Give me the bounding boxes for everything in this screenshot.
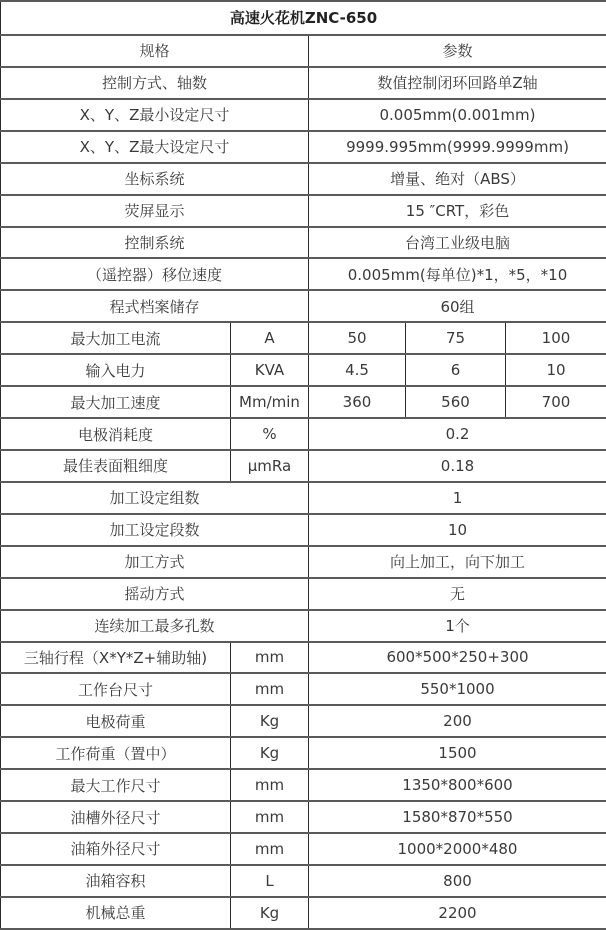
- row-label-cell: 摇动方式: [1, 578, 309, 610]
- row-unit-cell: mm: [231, 642, 309, 674]
- row-value-cell: 100: [506, 322, 606, 354]
- row-label-cell: 最佳表面粗细度: [1, 450, 231, 482]
- table-row: [1, 610, 606, 642]
- row-label-cell: 三轴行程（X*Y*Z+辅助轴): [1, 642, 231, 674]
- row-label-cell: 加工设定段数: [1, 514, 309, 546]
- row-label-cell: 控制系统: [1, 227, 309, 259]
- row-label-cell: 工作荷重（置中）: [1, 737, 231, 769]
- row-value-cell: 560: [406, 386, 506, 418]
- row-unit-cell: L: [231, 865, 309, 897]
- table-row: [1, 642, 606, 674]
- table-row: [1, 99, 606, 131]
- row-value-cell: 15 ″CRT，彩色: [309, 195, 606, 227]
- row-label-cell: 油槽外径尺寸: [1, 801, 231, 833]
- table-title: 高速火花机ZNC-650: [1, 1, 606, 35]
- row-label-cell: 油箱外径尺寸: [1, 833, 231, 865]
- table-row: [1, 546, 606, 578]
- row-label-cell: 加工设定组数: [1, 482, 309, 514]
- table-row: [1, 35, 606, 67]
- row-value-cell: 6: [406, 354, 506, 386]
- row-label-cell: 坐标系统: [1, 163, 309, 195]
- table-row: [1, 450, 606, 482]
- row-label-cell: X、Y、Z最大设定尺寸: [1, 131, 309, 163]
- row-unit-cell: μmRa: [231, 450, 309, 482]
- row-value-cell: 无: [309, 578, 606, 610]
- row-value-cell: 10: [506, 354, 606, 386]
- row-unit-cell: A: [231, 322, 309, 354]
- row-value-cell: 1000*2000*480: [309, 833, 606, 865]
- row-value-cell: 台湾工业级电脑: [309, 227, 606, 259]
- table-row: [1, 769, 606, 801]
- row-value-cell: 360: [309, 386, 406, 418]
- row-value-cell: 向上加工，向下加工: [309, 546, 606, 578]
- table-row: [1, 258, 606, 290]
- table-row: [1, 1, 606, 35]
- row-value-cell: 10: [309, 514, 606, 546]
- table-row: [1, 482, 606, 514]
- row-label-cell: 油箱容积: [1, 865, 231, 897]
- table-row: [1, 386, 606, 418]
- table-row: [1, 131, 606, 163]
- row-label-cell: 最大加工电流: [1, 322, 231, 354]
- table-row: [1, 514, 606, 546]
- table-row: [1, 801, 606, 833]
- row-label-cell: 最大工作尺寸: [1, 769, 231, 801]
- row-label-cell: 电极荷重: [1, 705, 231, 737]
- row-label-cell: 连续加工最多孔数: [1, 610, 309, 642]
- row-unit-cell: Mm/min: [231, 386, 309, 418]
- header-spec-cell: 规格: [1, 35, 309, 67]
- table-row: [1, 897, 606, 929]
- row-unit-cell: mm: [231, 833, 309, 865]
- table-row: [1, 163, 606, 195]
- row-value-cell: 1个: [309, 610, 606, 642]
- row-value-cell: 700: [506, 386, 606, 418]
- row-value-cell: 800: [309, 865, 606, 897]
- table-row: [1, 290, 606, 322]
- table-row: [1, 195, 606, 227]
- row-value-cell: 200: [309, 705, 606, 737]
- header-param-cell: 参数: [309, 35, 606, 67]
- row-label-cell: 加工方式: [1, 546, 309, 578]
- row-value-cell: 4.5: [309, 354, 406, 386]
- table-row: [1, 578, 606, 610]
- row-label-cell: 荧屏显示: [1, 195, 309, 227]
- row-value-cell: 9999.995mm(9999.9999mm): [309, 131, 606, 163]
- row-value-cell: 60组: [309, 290, 606, 322]
- row-value-cell: 1: [309, 482, 606, 514]
- row-label-cell: （遥控器）移位速度: [1, 258, 309, 290]
- row-value-cell: 1580*870*550: [309, 801, 606, 833]
- table-row: [1, 673, 606, 705]
- row-label-cell: 程式档案储存: [1, 290, 309, 322]
- row-value-cell: 0.18: [309, 450, 606, 482]
- row-label-cell: 工作台尺寸: [1, 673, 231, 705]
- table-row: [1, 418, 606, 450]
- table-row: [1, 227, 606, 259]
- row-label-cell: 机械总重: [1, 897, 231, 929]
- row-value-cell: 增量、绝对（ABS）: [309, 163, 606, 195]
- row-label-cell: 电极消耗度: [1, 418, 231, 450]
- row-value-cell: 1500: [309, 737, 606, 769]
- row-value-cell: 0.005mm(0.001mm): [309, 99, 606, 131]
- row-value-cell: 数值控制闭环回路单Z轴: [309, 67, 606, 99]
- table-row: [1, 67, 606, 99]
- row-unit-cell: mm: [231, 769, 309, 801]
- row-value-cell: 50: [309, 322, 406, 354]
- row-unit-cell: Kg: [231, 897, 309, 929]
- row-value-cell: 1350*800*600: [309, 769, 606, 801]
- row-value-cell: 2200: [309, 897, 606, 929]
- row-unit-cell: Kg: [231, 705, 309, 737]
- row-unit-cell: mm: [231, 801, 309, 833]
- row-value-cell: 550*1000: [309, 673, 606, 705]
- row-unit-cell: KVA: [231, 354, 309, 386]
- row-value-cell: 75: [406, 322, 506, 354]
- row-label-cell: X、Y、Z最小设定尺寸: [1, 99, 309, 131]
- row-label-cell: 控制方式、轴数: [1, 67, 309, 99]
- row-unit-cell: Kg: [231, 737, 309, 769]
- table-row: [1, 354, 606, 386]
- row-label-cell: 最大加工速度: [1, 386, 231, 418]
- row-unit-cell: %: [231, 418, 309, 450]
- row-value-cell: 0.005mm(每单位)*1，*5，*10: [309, 258, 606, 290]
- row-label-cell: 输入电力: [1, 354, 231, 386]
- row-unit-cell: mm: [231, 673, 309, 705]
- row-value-cell: 600*500*250+300: [309, 642, 606, 674]
- table-row: [1, 737, 606, 769]
- table-row: [1, 322, 606, 354]
- row-value-cell: 0.2: [309, 418, 606, 450]
- table-row: [1, 705, 606, 737]
- table-row: [1, 865, 606, 897]
- table-row: [1, 833, 606, 865]
